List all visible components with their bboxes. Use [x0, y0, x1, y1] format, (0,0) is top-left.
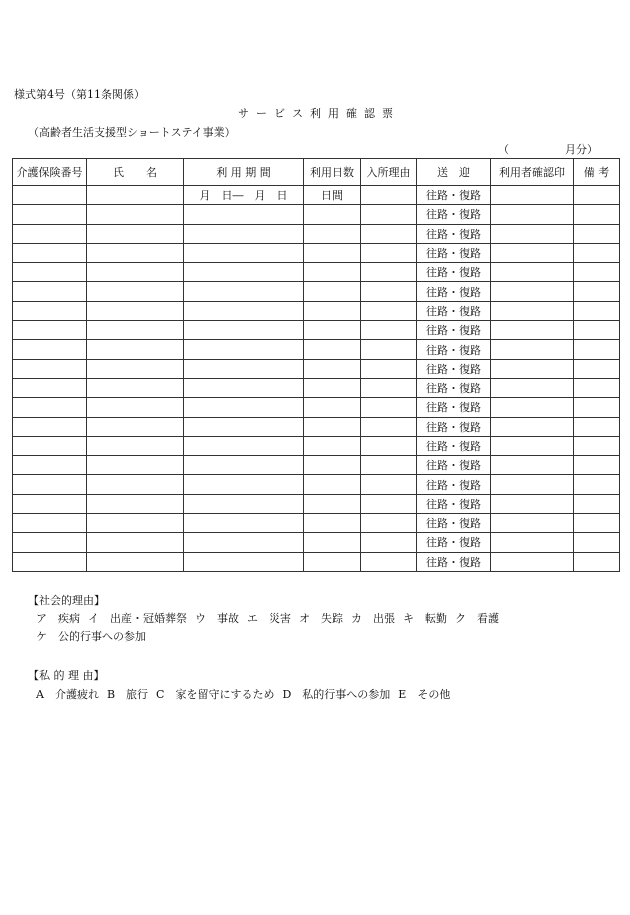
reason-cell[interactable] [361, 398, 417, 417]
private-reason-1: B 旅行 [106, 688, 149, 701]
reason-cell[interactable] [361, 436, 417, 455]
insurance-number-cell[interactable] [13, 475, 87, 494]
insurance-number-cell[interactable] [13, 224, 87, 243]
name-cell[interactable] [87, 243, 184, 262]
insurance-number-cell[interactable] [13, 514, 87, 533]
days-cell[interactable] [304, 417, 361, 436]
col-header-insurance-number: 介護保険番号 [13, 159, 87, 186]
remarks-cell[interactable] [574, 456, 620, 475]
confirm-seal-cell[interactable] [491, 417, 574, 436]
table-row [13, 224, 620, 243]
insurance-number-cell[interactable] [13, 359, 87, 378]
social-reasons-line1 [36, 610, 507, 626]
name-cell[interactable] [87, 282, 184, 301]
reason-cell[interactable] [361, 205, 417, 224]
period-cell[interactable] [184, 475, 304, 494]
insurance-number-cell[interactable] [13, 378, 87, 397]
reason-cell[interactable] [361, 340, 417, 359]
remarks-cell[interactable] [574, 243, 620, 262]
insurance-number-cell[interactable] [13, 552, 87, 571]
period-cell[interactable] [184, 224, 304, 243]
col-header-confirm-seal: 利用者確認印 [491, 159, 574, 186]
col-header-transport: 送 迎 [417, 159, 491, 186]
transport-cell[interactable]: 往路・復路 [417, 243, 491, 262]
transport-cell[interactable]: 往路・復路 [417, 514, 491, 533]
reason-cell[interactable] [361, 378, 417, 397]
name-cell[interactable] [87, 436, 184, 455]
name-cell[interactable] [87, 186, 184, 205]
table-row [13, 552, 620, 571]
days-cell[interactable] [304, 359, 361, 378]
name-cell[interactable] [87, 263, 184, 282]
form-number: 様式第4号（第11条関係） [14, 88, 145, 101]
private-reasons-heading: 【私 的 理 由】 [28, 669, 105, 682]
transport-cell[interactable]: 往路・復路 [417, 378, 491, 397]
transport-cell[interactable]: 往路・復路 [417, 494, 491, 513]
name-cell[interactable] [87, 205, 184, 224]
days-cell[interactable] [304, 263, 361, 282]
period-cell[interactable] [184, 552, 304, 571]
confirm-seal-cell[interactable] [491, 494, 574, 513]
days-cell[interactable] [304, 321, 361, 340]
days-cell[interactable] [304, 378, 361, 397]
confirm-seal-cell[interactable] [491, 263, 574, 282]
days-cell[interactable] [304, 282, 361, 301]
table-row [13, 475, 620, 494]
private-reason-4: E その他 [398, 688, 451, 701]
insurance-number-cell[interactable] [13, 494, 87, 513]
days-cell[interactable] [304, 456, 361, 475]
table-row [13, 494, 620, 513]
table-row [13, 340, 620, 359]
name-cell[interactable] [87, 514, 184, 533]
transport-cell[interactable]: 往路・復路 [417, 417, 491, 436]
name-cell[interactable] [87, 533, 184, 552]
days-cell[interactable] [304, 494, 361, 513]
confirm-seal-cell[interactable] [491, 533, 574, 552]
insurance-number-cell[interactable] [13, 456, 87, 475]
period-cell[interactable] [184, 301, 304, 320]
transport-cell[interactable]: 往路・復路 [417, 263, 491, 282]
usage-table [12, 158, 620, 572]
remarks-cell[interactable] [574, 378, 620, 397]
reason-cell[interactable] [361, 243, 417, 262]
table-row [13, 321, 620, 340]
reason-cell[interactable] [361, 456, 417, 475]
reason-cell[interactable] [361, 186, 417, 205]
table-row [13, 514, 620, 533]
social-reason-6: キ 転勤 [403, 612, 447, 625]
remarks-cell[interactable] [574, 359, 620, 378]
social-reasons-heading: 【社会的理由】 [28, 594, 105, 607]
name-cell[interactable] [87, 378, 184, 397]
period-cell[interactable] [184, 378, 304, 397]
form-subtitle: （高齢者生活支援型ショートステイ事業） [28, 126, 236, 139]
reason-cell[interactable] [361, 359, 417, 378]
transport-cell[interactable]: 往路・復路 [417, 475, 491, 494]
social-reason-4: オ 失踪 [299, 612, 343, 625]
name-cell[interactable] [87, 398, 184, 417]
transport-cell[interactable]: 往路・復路 [417, 533, 491, 552]
transport-cell[interactable]: 往路・復路 [417, 340, 491, 359]
name-cell[interactable] [87, 301, 184, 320]
table-row [13, 398, 620, 417]
remarks-cell[interactable] [574, 186, 620, 205]
period-cell[interactable] [184, 436, 304, 455]
period-cell[interactable] [184, 456, 304, 475]
insurance-number-cell[interactable] [13, 321, 87, 340]
table-row [13, 359, 620, 378]
transport-cell[interactable]: 往路・復路 [417, 301, 491, 320]
transport-cell[interactable]: 往路・復路 [417, 321, 491, 340]
name-cell[interactable] [87, 359, 184, 378]
insurance-number-cell[interactable] [13, 533, 87, 552]
col-header-days: 利用日数 [304, 159, 361, 186]
reason-cell[interactable] [361, 514, 417, 533]
period-cell[interactable] [184, 359, 304, 378]
table-row [13, 417, 620, 436]
remarks-cell[interactable] [574, 494, 620, 513]
period-cell[interactable] [184, 243, 304, 262]
social-reason-extra-0: ケ 公的行事への参加 [36, 630, 146, 643]
remarks-cell[interactable] [574, 436, 620, 455]
insurance-number-cell[interactable] [13, 243, 87, 262]
insurance-number-cell[interactable] [13, 301, 87, 320]
name-cell[interactable] [87, 224, 184, 243]
transport-cell[interactable]: 往路・復路 [417, 436, 491, 455]
remarks-cell[interactable] [574, 514, 620, 533]
period-cell[interactable] [184, 494, 304, 513]
confirm-seal-cell[interactable] [491, 301, 574, 320]
remarks-cell[interactable] [574, 398, 620, 417]
period-cell[interactable] [184, 417, 304, 436]
days-cell[interactable] [304, 205, 361, 224]
month-label [498, 141, 598, 157]
month-open: （ [498, 143, 509, 156]
confirm-seal-cell[interactable] [491, 340, 574, 359]
reason-cell[interactable] [361, 475, 417, 494]
remarks-cell[interactable] [574, 205, 620, 224]
reason-cell[interactable] [361, 417, 417, 436]
insurance-number-cell[interactable] [13, 340, 87, 359]
confirm-seal-cell[interactable] [491, 436, 574, 455]
private-reason-0: A 介護疲れ [36, 688, 99, 701]
remarks-cell[interactable] [574, 475, 620, 494]
period-cell[interactable] [184, 282, 304, 301]
transport-cell[interactable]: 往路・復路 [417, 282, 491, 301]
name-cell[interactable] [87, 340, 184, 359]
remarks-cell[interactable] [574, 417, 620, 436]
days-cell[interactable] [304, 475, 361, 494]
insurance-number-cell[interactable] [13, 263, 87, 282]
col-header-reason: 入所理由 [361, 159, 417, 186]
confirm-seal-cell[interactable] [491, 359, 574, 378]
table-row [13, 186, 620, 205]
table-row [13, 263, 620, 282]
social-reason-5: カ 出張 [351, 612, 395, 625]
confirm-seal-cell[interactable] [491, 514, 574, 533]
reason-cell[interactable] [361, 533, 417, 552]
social-reason-0: ア 疾病 [36, 612, 80, 625]
reason-cell[interactable] [361, 263, 417, 282]
period-cell[interactable] [184, 514, 304, 533]
period-cell[interactable] [184, 263, 304, 282]
remarks-cell[interactable] [574, 263, 620, 282]
header-row [13, 159, 620, 186]
private-reason-3: D 私的行事への参加 [282, 688, 391, 701]
table-row [13, 282, 620, 301]
table-row [13, 533, 620, 552]
confirm-seal-cell[interactable] [491, 243, 574, 262]
remarks-cell[interactable] [574, 282, 620, 301]
period-cell[interactable]: 月 日― 月 日 [184, 186, 304, 205]
private-reasons-line [36, 686, 458, 702]
remarks-cell[interactable] [574, 321, 620, 340]
table-row [13, 205, 620, 224]
period-cell[interactable] [184, 321, 304, 340]
days-cell[interactable] [304, 224, 361, 243]
insurance-number-cell[interactable] [13, 205, 87, 224]
days-cell[interactable]: 日間 [304, 186, 361, 205]
period-cell[interactable] [184, 398, 304, 417]
remarks-cell[interactable] [574, 224, 620, 243]
social-reason-2: ウ 事故 [195, 612, 239, 625]
reason-cell[interactable] [361, 321, 417, 340]
confirm-seal-cell[interactable] [491, 398, 574, 417]
col-header-period: 利 用 期 間 [184, 159, 304, 186]
transport-cell[interactable]: 往路・復路 [417, 398, 491, 417]
confirm-seal-cell[interactable] [491, 282, 574, 301]
table-row [13, 378, 620, 397]
name-cell[interactable] [87, 456, 184, 475]
transport-cell[interactable]: 往路・復路 [417, 224, 491, 243]
table-row [13, 436, 620, 455]
confirm-seal-cell[interactable] [491, 552, 574, 571]
name-cell[interactable] [87, 321, 184, 340]
social-reason-1: イ 出産・冠婚葬祭 [88, 612, 187, 625]
col-header-remarks: 備 考 [574, 159, 620, 186]
days-cell[interactable] [304, 436, 361, 455]
days-cell[interactable] [304, 340, 361, 359]
transport-cell[interactable]: 往路・復路 [417, 359, 491, 378]
insurance-number-cell[interactable] [13, 282, 87, 301]
name-cell[interactable] [87, 417, 184, 436]
transport-cell[interactable]: 往路・復路 [417, 186, 491, 205]
social-reason-7: ク 看護 [455, 612, 499, 625]
confirm-seal-cell[interactable] [491, 321, 574, 340]
confirm-seal-cell[interactable] [491, 456, 574, 475]
form-title: サービス利用確認票 [238, 107, 400, 120]
reason-cell[interactable] [361, 552, 417, 571]
reason-cell[interactable] [361, 301, 417, 320]
insurance-number-cell[interactable] [13, 398, 87, 417]
private-reason-2: C 家を留守にするため [156, 688, 275, 701]
confirm-seal-cell[interactable] [491, 378, 574, 397]
table-row [13, 243, 620, 262]
days-cell[interactable] [304, 398, 361, 417]
remarks-cell[interactable] [574, 301, 620, 320]
insurance-number-cell[interactable] [13, 417, 87, 436]
period-cell[interactable] [184, 205, 304, 224]
insurance-number-cell[interactable] [13, 436, 87, 455]
month-close: 月分） [565, 143, 598, 156]
confirm-seal-cell[interactable] [491, 224, 574, 243]
confirm-seal-cell[interactable] [491, 475, 574, 494]
social-reasons-line2 [36, 628, 154, 644]
insurance-number-cell[interactable] [13, 186, 87, 205]
transport-cell[interactable]: 往路・復路 [417, 456, 491, 475]
confirm-seal-cell[interactable] [491, 205, 574, 224]
transport-cell[interactable]: 往路・復路 [417, 205, 491, 224]
days-cell[interactable] [304, 514, 361, 533]
remarks-cell[interactable] [574, 340, 620, 359]
reason-cell[interactable] [361, 224, 417, 243]
days-cell[interactable] [304, 552, 361, 571]
days-cell[interactable] [304, 301, 361, 320]
remarks-cell[interactable] [574, 533, 620, 552]
transport-cell[interactable]: 往路・復路 [417, 552, 491, 571]
period-cell[interactable] [184, 533, 304, 552]
table-row [13, 456, 620, 475]
name-cell[interactable] [87, 475, 184, 494]
confirm-seal-cell[interactable] [491, 186, 574, 205]
days-cell[interactable] [304, 243, 361, 262]
name-cell[interactable] [87, 494, 184, 513]
reason-cell[interactable] [361, 282, 417, 301]
period-cell[interactable] [184, 340, 304, 359]
col-header-name: 氏 名 [87, 159, 184, 186]
remarks-cell[interactable] [574, 552, 620, 571]
name-cell[interactable] [87, 552, 184, 571]
social-reason-3: エ 災害 [247, 612, 291, 625]
days-cell[interactable] [304, 533, 361, 552]
table-row [13, 301, 620, 320]
reason-cell[interactable] [361, 494, 417, 513]
